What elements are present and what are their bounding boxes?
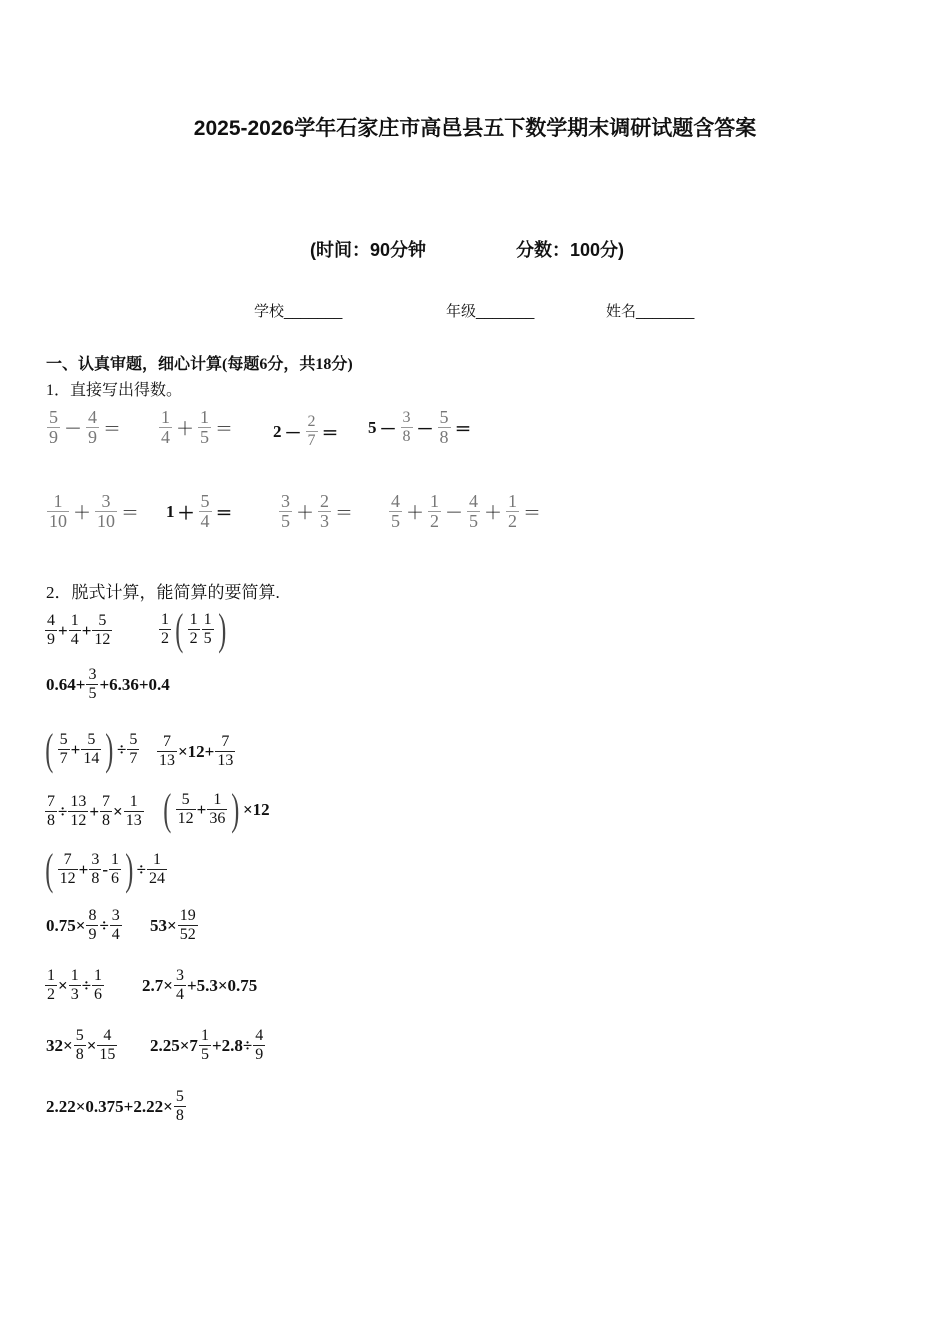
school-field: 学校_______ xyxy=(254,303,343,320)
q2-expr-4: ( $\frac{5}{7}$ + $\frac{5}{14}$ ) ÷ $\frac{5}{7}$ xyxy=(45,725,138,774)
fraction: $\frac{13}{12}$ xyxy=(70,793,87,829)
exam-time: (时间：90分钟 xyxy=(310,240,427,260)
q2-expr-9: 0.75× $\frac{8}{9}$ ÷ $\frac{3}{4}$ xyxy=(46,907,120,943)
fraction: $\frac{4}{9}$ xyxy=(47,612,55,648)
fraction: $\frac{1}{2}$ xyxy=(508,491,517,531)
fraction: $\frac{5}{14}$ xyxy=(83,731,100,768)
q2-expr-7: ( $\frac{5}{12}$ + $\frac{1}{36}$ ) ×12 xyxy=(163,785,270,834)
q2-expr-5: $\frac{7}{13}$ ×12+ $\frac{7}{13}$ xyxy=(159,733,234,769)
q2-expr-6: $\frac{7}{8}$ ÷ $\frac{13}{12}$ + $\frac{7}{8}$ × $\frac{1}{13}$ xyxy=(47,793,142,829)
fraction: $\frac{5}{8}$ xyxy=(175,1088,184,1124)
q2-expr-10: 53× $\frac{19}{52}$ xyxy=(150,907,196,943)
fraction: $\frac{4}{5}$ xyxy=(469,491,478,531)
fraction: $\frac{4}{15}$ xyxy=(99,1027,116,1063)
q2-expr-3: 0.64+ $\frac{3}{5}$ +6.36+0.4 xyxy=(46,666,170,702)
fraction: $\frac{3}{5}$ xyxy=(281,491,290,531)
fraction: $\frac{7}{13}$ xyxy=(217,733,234,769)
fraction: $\frac{1}{5}$ xyxy=(200,407,209,447)
fraction: $\frac{4}{9}$ xyxy=(88,407,97,447)
fraction: $\frac{3}{5}$ xyxy=(88,666,97,702)
q2-expr-11: $\frac{1}{2}$ × $\frac{1}{3}$ ÷ $\frac{1}{6}$ xyxy=(47,967,103,1003)
fraction: $\frac{1}{5}$ xyxy=(203,611,212,648)
fraction: $\frac{1}{6}$ xyxy=(111,851,120,888)
q2-expr-1: $\frac{4}{9}$ + $\frac{1}{4}$ + $\frac{5}{12}$ xyxy=(47,612,111,648)
q2-expr-15: 2.22×0.375+2.22× $\frac{5}{8}$ xyxy=(46,1088,184,1124)
fraction: $\frac{4}{9}$ xyxy=(255,1027,264,1063)
q2-expr-12: 2.7× $\frac{3}{4}$ +5.3×0.75 xyxy=(142,967,258,1003)
fraction: $\frac{1}{5}$ xyxy=(200,1027,209,1063)
q1-item-g: $\frac{3}{5}$ ＋ $\frac{2}{3}$ ＝ xyxy=(281,491,353,531)
fraction: $\frac{3}{8}$ xyxy=(402,409,411,445)
q1-item-d: 5 － $\frac{3}{8}$ － $\frac{5}{8}$ ＝ xyxy=(368,407,472,447)
fraction: $\frac{1}{2}$ xyxy=(430,491,439,531)
fraction: $\frac{1}{4}$ xyxy=(70,612,79,648)
page-title: 2025-2026学年石家庄市高邑县五下数学期末调研试题含答案 xyxy=(193,117,757,140)
exam-score: 分数：100分) xyxy=(516,240,625,260)
fraction: $\frac{1}{24}$ xyxy=(149,851,166,888)
question-1-title: 1．直接写出得数。 xyxy=(46,382,183,399)
fraction: $\frac{5}{8}$ xyxy=(75,1027,84,1063)
fraction: $\frac{3}{4}$ xyxy=(175,967,184,1003)
fraction: $\frac{2}{3}$ xyxy=(320,491,329,531)
q1-item-a: $\frac{5}{9}$ － $\frac{4}{9}$ ＝ xyxy=(49,407,121,447)
fraction: $\frac{5}{7}$ xyxy=(129,731,138,768)
fraction: $\frac{1}{13}$ xyxy=(125,793,142,829)
fraction: $\frac{4}{5}$ xyxy=(391,491,400,531)
fraction: $\frac{1}{2}$ xyxy=(161,611,169,648)
fraction: $\frac{5}{12}$ xyxy=(94,612,111,648)
fraction: $\frac{5}{8}$ xyxy=(439,407,449,447)
fraction: $\frac{1}{36}$ xyxy=(209,791,226,828)
q1-item-c: 2 － $\frac{2}{7}$ ＝ xyxy=(273,413,339,449)
fraction: $\frac{2}{7}$ xyxy=(307,413,316,449)
fraction: $\frac{1}{2}$ xyxy=(189,611,198,648)
fraction: $\frac{7}{8}$ xyxy=(47,793,55,829)
grade-field: 年级_______ xyxy=(446,303,535,320)
fraction: $\frac{7}{13}$ xyxy=(159,733,175,769)
q1-item-h: $\frac{4}{5}$ ＋ $\frac{1}{2}$ － $\frac{4}{5}$ ＋ $\frac{1}{2}$ ＝ xyxy=(391,491,541,531)
fraction: $\frac{7}{12}$ xyxy=(59,851,76,888)
fraction: $\frac{8}{9}$ xyxy=(88,907,97,943)
q2-expr-8: ( $\frac{7}{12}$ + $\frac{3}{8}$ - $\frac{1}{6}$ ) ÷ $\frac{1}{24}$ xyxy=(45,845,166,894)
fraction: $\frac{5}{9}$ xyxy=(49,407,58,447)
q1-item-b: $\frac{1}{4}$ ＋ $\frac{1}{5}$ ＝ xyxy=(161,407,233,447)
fraction: $\frac{1}{3}$ xyxy=(70,967,79,1003)
section-heading: 一、认真审题，细心计算(每题6分，共18分) xyxy=(46,356,353,373)
fraction: $\frac{3}{4}$ xyxy=(111,907,120,943)
fraction: $\frac{5}{7}$ xyxy=(59,731,68,768)
fraction: $\frac{5}{12}$ xyxy=(177,791,194,828)
name-field: 姓名_______ xyxy=(606,303,695,320)
fraction: $\frac{5}{4}$ xyxy=(200,491,210,531)
fraction: $\frac{7}{8}$ xyxy=(102,793,111,829)
fraction: $\frac{1}{4}$ xyxy=(161,407,170,447)
fraction: $\frac{19}{52}$ xyxy=(179,907,196,943)
fraction: $\frac{3}{8}$ xyxy=(91,851,100,888)
q2-expr-13: 32× $\frac{5}{8}$ × $\frac{4}{15}$ xyxy=(46,1027,116,1063)
fraction: $\frac{3}{10}$ xyxy=(97,491,115,531)
fraction: $\frac{1}{2}$ xyxy=(47,967,55,1003)
q2-expr-2: $\frac{1}{2}$ ( $\frac{1}{2}$ $\frac{1}{5}$ ) xyxy=(161,605,227,654)
fraction: $\frac{1}{10}$ xyxy=(49,491,67,531)
q1-item-f: 1 ＋ $\frac{5}{4}$ ＝ xyxy=(166,491,233,531)
question-2-title: 2．脱式计算，能简算的要简算. xyxy=(46,583,280,602)
q2-expr-14: 2.25×7 $\frac{1}{5}$ +2.8÷ $\frac{4}{9}$ xyxy=(150,1027,264,1063)
fraction: $\frac{1}{6}$ xyxy=(94,967,103,1003)
q1-item-e: $\frac{1}{10}$ ＋ $\frac{3}{10}$ ＝ xyxy=(49,491,139,531)
